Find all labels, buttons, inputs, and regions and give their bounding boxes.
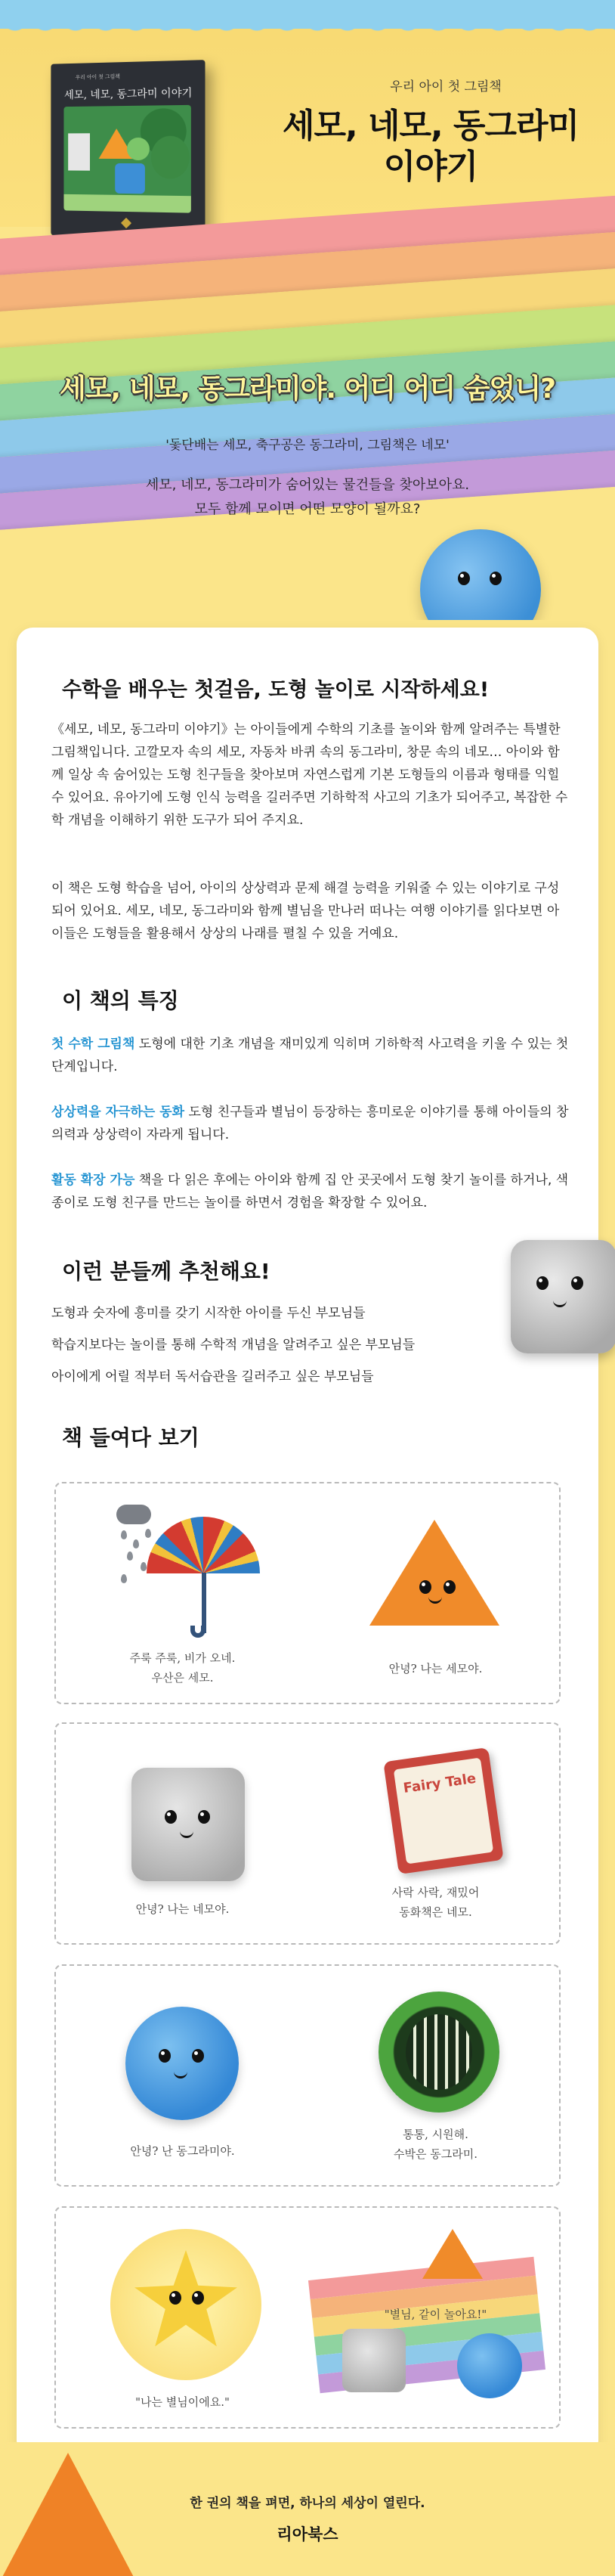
triangle-character-icon: [0, 2453, 136, 2576]
hero-subtitle: 우리 아이 첫 그림책: [390, 79, 502, 95]
feature-text: 도형에 대한 기초 개념을 재미있게 익히며 기하학적 사고력을 키울 수 있는 첫 단계입니다.: [51, 1037, 569, 1074]
intro-heading: 수학을 배우는 첫걸음, 도형 놀이로 시작하세요!: [62, 673, 489, 702]
book-cover-art: [63, 105, 190, 213]
preview-caption-line1: "별님, 같이 놀아요!": [384, 2308, 487, 2321]
hero-quote: '돛단배는 세모, 축구공은 동그라미, 그림책은 네모': [165, 438, 450, 453]
preview-page: [309, 1724, 562, 1943]
cloud-icon: [116, 1505, 151, 1524]
preview-page: [309, 1966, 562, 2185]
intro-paragraph-1: 《세모, 네모, 동그라미 이야기》는 아이들에게 수학의 기초를 놀이와 함께 알려주는 특별한 그림책입니다. 고깔모자 속의 세모, 자동차 바퀴 속의 동그라미, 창문 속의 네모… 아이와 함께 일상 속 숨어있는 도형 친구들을 찾아보며 자연스럽게 기본 도형들의 이름과 형태를 익힐 수 있어요. 유아기에 도형 인식 능력을 길러주면 기하학적 사고의 기초가 되어주고, 복잡한 수학 개념을 이해하기 위한 도구가 되어 주지요.: [51, 722, 568, 828]
footer: [0, 2442, 615, 2576]
feature-key: 상상력을 자극하는 동화: [51, 1105, 185, 1120]
preview-caption-line1: 통통, 시원해.: [403, 2128, 468, 2141]
feature-text: 도형 친구들과 별님이 등장하는 흥미로운 이야기를 통해 아이들의 창의력과 상상력이 자라게 됩니다.: [51, 1105, 569, 1142]
feature-key: 첫 수학 그림책: [51, 1037, 135, 1052]
preview-page: [56, 1724, 309, 1943]
preview-caption-line1: 안녕? 나는 세모야.: [388, 1662, 483, 1675]
circle-character-icon: [125, 2007, 239, 2120]
preview-page: [56, 2208, 309, 2427]
preview-caption-line1: 안녕? 난 동그라미야.: [130, 2144, 235, 2158]
preview-page: [309, 1483, 562, 1703]
hero-desc-line1: 세모, 네모, 동그라미가 숨어있는 물건들을 찾아보아요.: [145, 477, 470, 493]
preview-page: [56, 1966, 309, 2185]
circle-character-icon: [127, 138, 150, 160]
preview-heading: 책 들여다 보기: [62, 1421, 199, 1452]
hero-slogan: 세모, 네모, 동그라미야. 어디 어디 숨었니?: [60, 374, 555, 405]
preview-caption-line2: 동화책은 네모.: [399, 1905, 472, 1919]
square-character-peek-icon: [511, 1240, 615, 1353]
hero-title-line1: 세모, 네모, 동그라미: [282, 107, 579, 145]
umbrella-icon: [147, 1517, 260, 1573]
recommend-heading: 이런 분들께 추천해요!: [62, 1255, 270, 1285]
feature-text: 책을 다 읽은 후에는 아이와 함께 집 안 곳곳에서 도형 찾기 놀이를 하거나, 색종이로 도형 친구를 만드는 놀이를 하면서 경험을 확장할 수 있어요.: [51, 1173, 569, 1211]
preview-caption-line1: 주룩 주룩, 비가 오네.: [129, 1651, 236, 1665]
recommend-item: 아이에게 어릴 적부터 독서습관을 길러주고 싶은 부모님들: [51, 1369, 374, 1384]
fairy-tale-label: Fairy Tale: [402, 1770, 477, 1796]
hero-title: [249, 106, 612, 188]
preview-caption-line2: 수박은 동그라미.: [394, 2147, 477, 2161]
fairy-tale-book-icon: [383, 1747, 504, 1874]
triangle-character-icon: [369, 1520, 499, 1626]
recommend-item: 도형과 숫자에 흥미를 갖기 시작한 아이를 두신 부모님들: [51, 1306, 366, 1321]
hero-desc-line2: 모두 함께 모이면 어떤 모양이 될까요?: [194, 501, 421, 517]
sky-strip: [0, 0, 615, 29]
diamond-icon: [121, 218, 131, 228]
hero-title-line2: 이야기: [383, 147, 478, 186]
preview-panel: [54, 2206, 561, 2429]
preview-caption-line2: 우산은 세모.: [151, 1671, 214, 1685]
triangle-character-icon: [422, 2229, 483, 2279]
publisher-name: 리아북스: [277, 2525, 338, 2543]
features-heading: 이 책의 특징: [62, 984, 179, 1015]
preview-panel: [54, 1722, 561, 1945]
preview-caption-line1: "나는 별님이에요.": [135, 2395, 230, 2409]
feature-item: [51, 1169, 570, 1214]
hero-section: [0, 0, 615, 620]
intro-paragraph-2: 이 책은 도형 학습을 넘어, 아이의 상상력과 문제 해결 능력을 키워줄 수 있는 이야기로 구성되어 있어요. 세모, 네모, 동그라미와 함께 별님을 만나러 떠나는 여행 이야기를 읽다보면 아이들은 도형들을 활용해서 상상의 나래를 펼칠 수 있을 거예요.: [51, 881, 560, 941]
watermelon-icon: [379, 1992, 499, 2113]
feature-key: 활동 확장 가능: [51, 1173, 135, 1188]
square-character-icon: [115, 163, 145, 194]
preview-panel: [54, 1482, 561, 1704]
preview-caption-line1: 사락 사락, 재밌어: [391, 1886, 480, 1899]
feature-item: [51, 1101, 570, 1146]
square-character-icon: [342, 2329, 406, 2392]
hero-description: [0, 473, 615, 522]
preview-page: [309, 2208, 562, 2427]
preview-caption-line1: 안녕? 나는 네모야.: [135, 1902, 230, 1916]
book-cover: [51, 60, 205, 240]
book-series-label: 우리 아이 첫 그림책: [75, 73, 120, 81]
content-card: [17, 628, 598, 2457]
feature-item: [51, 1033, 570, 1078]
preview-page: [56, 1483, 309, 1703]
square-character-icon: [131, 1768, 245, 1881]
circle-character-icon: [457, 2333, 522, 2398]
book-cover-title: 세모, 네모, 동그라미 이야기: [63, 87, 193, 102]
preview-panel: [54, 1964, 561, 2187]
recommend-item: 학습지보다는 놀이를 통해 수학적 개념을 알려주고 싶은 부모님들: [51, 1338, 416, 1353]
footer-slogan: 한 권의 책을 펴면, 하나의 세상이 열린다.: [190, 2496, 425, 2511]
